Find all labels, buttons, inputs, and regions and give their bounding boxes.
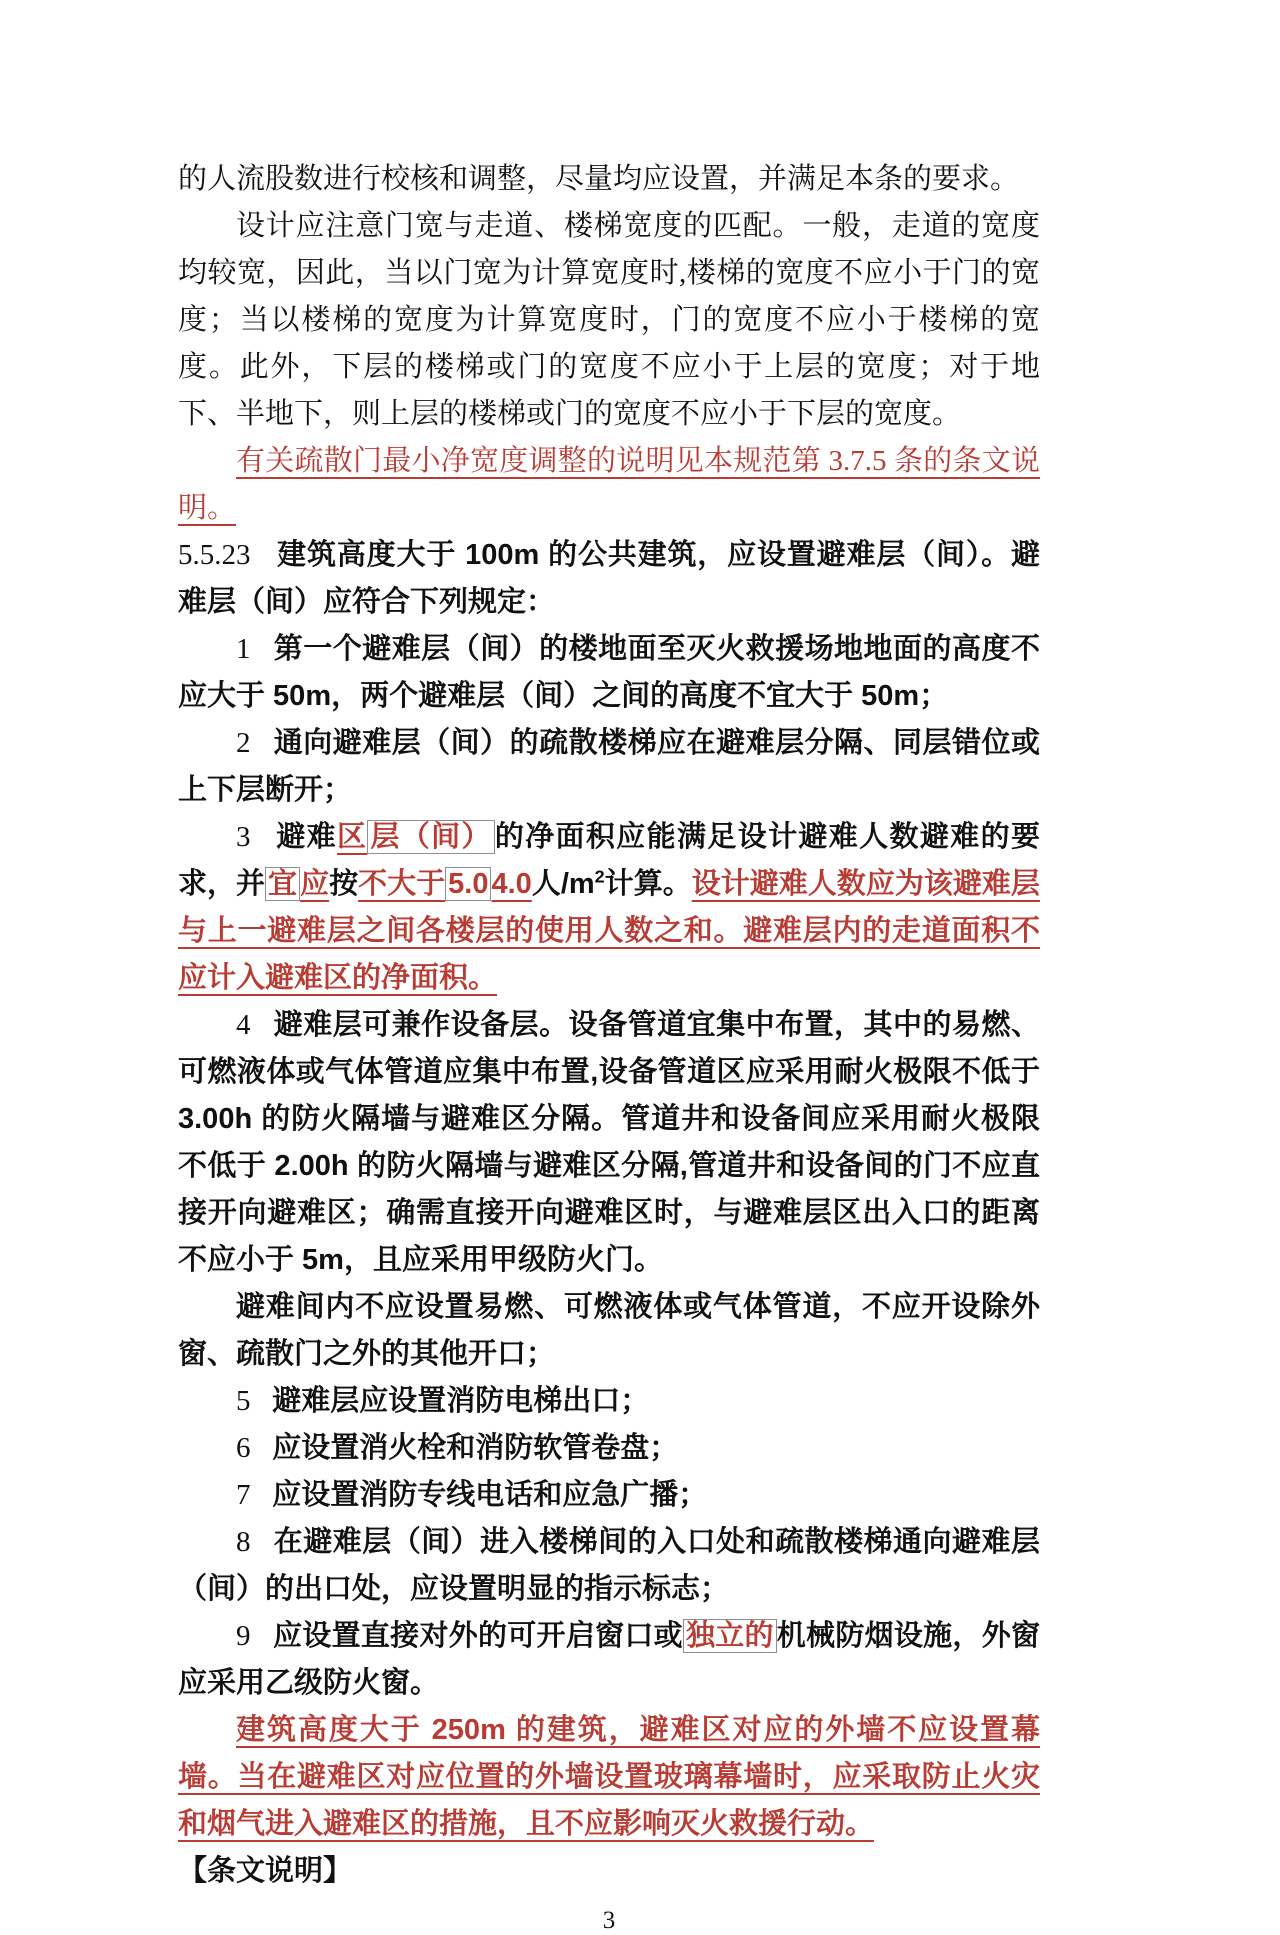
clause-number: 3 (236, 821, 277, 853)
paragraph (178, 532, 1040, 626)
text-run: 避难 (276, 821, 338, 853)
text-run: 通向避难层（间）的疏散楼梯应在避难层分隔、同层错位或上下层断开； (178, 727, 1040, 806)
paragraph (178, 1378, 1040, 1425)
paragraph (178, 1519, 1040, 1613)
text-run: 计算。 (604, 868, 692, 900)
text-run: 在避难层（间）进入楼梯间的入口处和疏散楼梯通向避难层（间）的出口处，应设置明显的指示标志； (178, 1526, 1040, 1605)
inserted-text: 不大于 (358, 868, 446, 900)
clause-number: 6 (236, 1432, 273, 1464)
paragraph (178, 1002, 1040, 1284)
deleted-text: 层（间） (367, 820, 494, 854)
deleted-text: 独立的 (683, 1619, 777, 1653)
superscript: 2 (594, 866, 605, 887)
text-run: 【条文说明】 (178, 1855, 353, 1887)
text-run: 按 (329, 868, 359, 900)
paragraph (178, 720, 1040, 814)
paragraph (178, 814, 1040, 1002)
clause-number: 2 (236, 727, 274, 759)
clause-number: 7 (236, 1479, 273, 1511)
inserted-text: 4.0 (491, 868, 532, 900)
paragraph (178, 626, 1040, 720)
paragraph (178, 1848, 1040, 1895)
inserted-text: 区 (337, 821, 368, 853)
text-run: 应设置消防专线电话和应急广播； (272, 1479, 708, 1511)
text-run: 避难间内不应设置易燃、可燃液体或气体管道，不应开设除外窗、疏散门之外的其他开口； (178, 1291, 1040, 1370)
text-run: 避难层应设置消防电梯出口； (272, 1385, 650, 1417)
text-run: 第一个避难层（间）的楼地面至灭火救援场地地面的高度不应大于 50m，两个避难层（间）之间的高度不宜大于 50m； (178, 633, 1040, 712)
clause-number: 5 (236, 1385, 273, 1417)
paragraph (178, 1707, 1040, 1848)
inserted-text: 建筑高度大于 250m 的建筑，避难区对应的外墙不应设置幕墙。当在避难区对应位置的外墙设置玻璃幕墙时，应采取防止火灾和烟气进入避难区的措施，且不应影响灭火救援行动。 (178, 1714, 1040, 1840)
paragraph (178, 1472, 1040, 1519)
deleted-text: 5.0 (445, 867, 491, 901)
paragraph (178, 1613, 1040, 1707)
paragraph (178, 1284, 1040, 1378)
inserted-text: 设计避难人数应为该避难层与上一避难层之间各楼层的使用人数之和。避难层内的走道面积不应计入避难区的净面积。 (178, 868, 1040, 994)
text-run: 机械防烟设施，外窗应采用乙级防火窗。 (178, 1620, 1040, 1699)
document-body (178, 156, 1040, 1895)
paragraph (178, 1425, 1040, 1472)
text-run: 避难层可兼作设备层。设备管道宜集中布置，其中的易燃、可燃液体或气体管道应集中布置,设备管道区应采用耐火极限不低于 3.00h 的防火隔墙与避难区分隔。管道井和设备间应采用耐火极限不低于 2.00h 的防火隔墙与避难区分隔,管道井和设备间的门不应直接开向避难区；确需直接开向避难区时，与避难层区出入口的距离不应小于 5m，且应采用甲级防火门。 (178, 1009, 1040, 1276)
clause-number: 1 (236, 633, 274, 665)
text-run: 的人流股数进行校核和调整，尽量均应设置，并满足本条的要求。 (178, 163, 1020, 195)
text-run: 建筑高度大于 100m 的公共建筑，应设置避难层（间）。避难层（间）应符合下列规定： (178, 539, 1040, 618)
paragraph (178, 203, 1040, 438)
text-run: 人/m (531, 868, 595, 900)
page-number: 3 (602, 1907, 616, 1934)
text-run: 设计应注意门宽与走道、楼梯宽度的匹配。一般，走道的宽度均较宽，因此，当以门宽为计算宽度时,楼梯的宽度不应小于门的宽度；当以楼梯的宽度为计算宽度时，门的宽度不应小于楼梯的宽度。此外，下层的楼梯或门的宽度不应小于上层的宽度；对于地下、半地下，则上层的楼梯或门的宽度不应小于下层的宽度。 (178, 210, 1040, 430)
clause-number: 8 (236, 1526, 274, 1558)
deleted-text: 宜 (265, 867, 300, 901)
text-run: 的净面积应能满足设计避难人数避难的要求，并 (178, 821, 1040, 900)
clause-number: 4 (236, 1009, 274, 1041)
text-run: 应设置直接对外的可开启窗口或 (273, 1620, 683, 1652)
page-footer (178, 1907, 1040, 1935)
text-run: 应设置消火栓和消防软管卷盘； (272, 1432, 679, 1464)
inserted-text: 有关疏散门最小净宽度调整的说明见本规范第 3.7.5 条的条文说明。 (178, 445, 1040, 524)
clause-number: 5.5.23 (178, 539, 251, 571)
inserted-text: 应 (300, 868, 330, 900)
clause-number: 9 (236, 1620, 274, 1652)
paragraph (178, 438, 1040, 532)
paragraph (178, 156, 1040, 203)
